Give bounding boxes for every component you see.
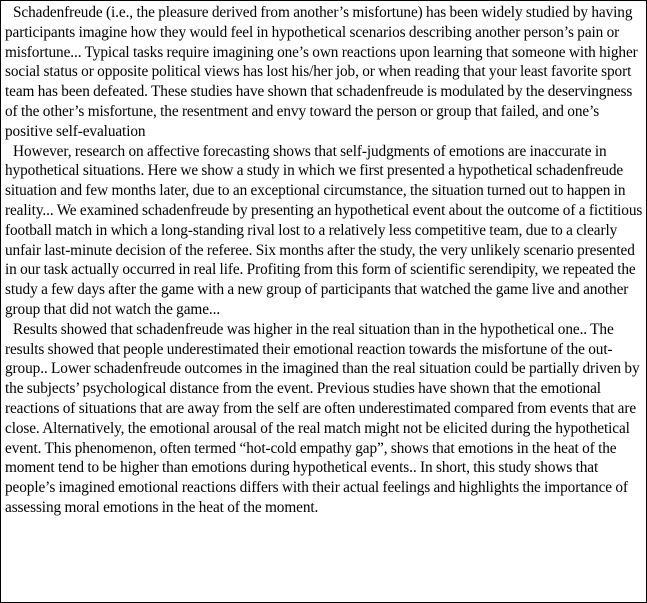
text-body (5, 3, 645, 518)
paragraph-schadenfreude-intro: Schadenfreude (i.e., the pleasure derived from another’s misfortune) has been widely studied by having participants imagine how they would feel in hypothetical scenarios describing another person’s pain or misfortune... Typical tasks require imagining one’s own reactions upon learning that someone with higher social status or opposite political views has lost his/her job, or when reading that your least favorite sport team has been defeated. These studies have shown that schadenfreude is modulated by the deservingness of the other’s misfortune, the resentment and envy toward the person or group that failed, and one’s positive self-evaluation (5, 4, 638, 140)
paragraph-affective-forecasting: However, research on affective forecasting shows that self-judgments of emotions are inaccurate in hypothetical situations. Here we show a study in which we first presented a hypothetical schadenfreude situation and few months later, due to an exceptional circumstance, the situation turned out to happen in reality... We examined schadenfreude by presenting an hypothetical event about the outcome of a fictitious football match in which a long-standing rival lost to a relatively less competitive team, due to a clearly unfair last-minute decision of the referee. Six months after the study, the very unlikely scenario presented in our task actually occurred in real life. Profiting from this form of scientific serendipity, we repeated the study a few days after the game with a new group of participants that watched the game live and another group that did not watch the game... (5, 142, 643, 318)
paragraph-results: Results showed that schadenfreude was higher in the real situation than in the hypothetical one.. The results showed that people underestimated their emotional reaction towards the misfortune of the out-group.. Lower schadenfreude outcomes in the imagined than the real situation could be partially driven by the subjects’ psychological distance from the event. Previous studies have shown that the emotional reactions of situations that are away from the self are often underestimated compared from events that are close. Alternatively, the emotional arousal of the real match might not be elicited during the hypothetical event. This phenomenon, often termed “hot-cold empathy gap”, shows that emotions in the heat of the moment tend to be higher than emotions during hypothetical events.. In short, this study shows that people’s imagined emotional reactions differs with their actual feelings and highlights the importance of assessing moral emotions in the heat of the moment. (5, 320, 640, 516)
